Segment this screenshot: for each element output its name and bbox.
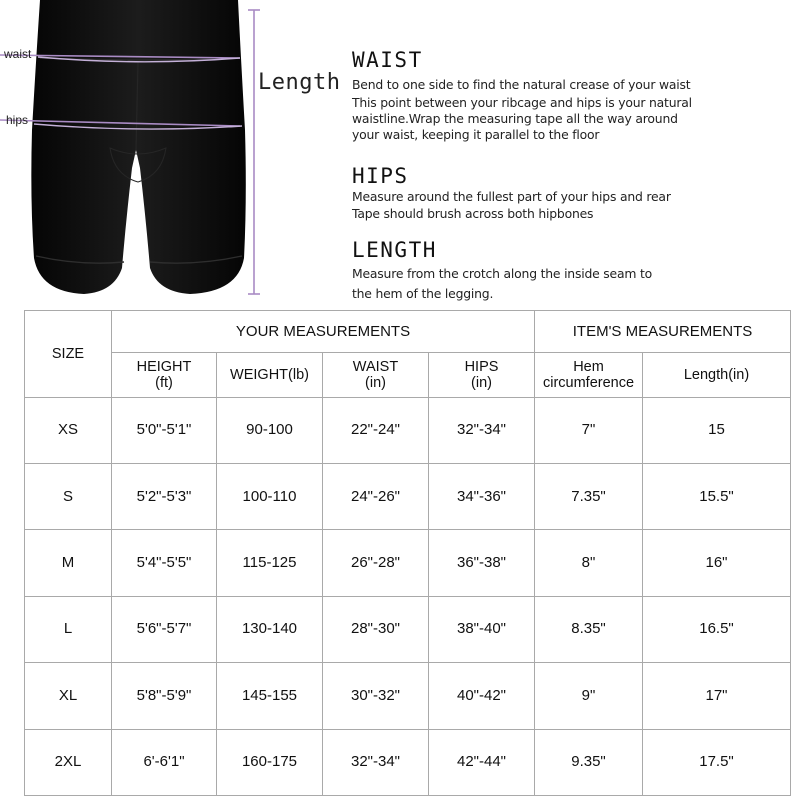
hem-cell: 7.35" [535,463,643,529]
length-cell: 16.5" [643,596,791,662]
hips-cell: 40"-42" [429,663,535,729]
shorts-drawing [0,0,350,300]
hips-text-line: Measure around the fullest part of your hips and rear [352,189,671,204]
length-cell: 15.5" [643,463,791,529]
table-subheader-row [25,353,791,397]
table-row [25,463,791,529]
hem-header-line: circumference [542,374,635,391]
hips-section [352,164,671,222]
weight-cell: 130-140 [217,596,323,662]
hips-cell: 32"-34" [429,397,535,463]
length-heading: LENGTH [352,238,437,262]
hips-header-line: HIPS [464,358,499,375]
waist-cell: 32"-34" [323,729,429,795]
length-text-line: Measure from the crotch along the inside seam to [352,266,653,281]
shorts-body [31,0,245,294]
waist-header-line: WAIST [352,358,399,375]
height-cell: 6'-6'1" [112,729,217,795]
waist-cell: 22"-24" [323,397,429,463]
hips-column-header [429,353,535,397]
length-cell: 15 [643,397,791,463]
waist-heading: WAIST [352,48,423,72]
waist-unit: (in) [365,374,386,391]
weight-cell: 145-155 [217,663,323,729]
hips-unit: (in) [471,374,492,391]
hips-cell: 42"-44" [429,729,535,795]
length-section [352,238,652,302]
waist-text-line: waistline.Wrap the measuring tape all the way around [352,111,678,126]
waist-text-line: Bend to one side to find the natural crease of your waist [352,77,691,92]
hem-cell: 9.35" [535,729,643,795]
hips-cell: 36"-38" [429,530,535,596]
length-column-header: Length(in) [643,353,791,397]
hem-cell: 9" [535,663,643,729]
height-cell: 5'6"-5'7" [112,596,217,662]
your-measurements-header: YOUR MEASUREMENTS [112,311,535,353]
hem-cell: 7" [535,397,643,463]
length-text-line: the hem of the legging. [352,286,494,301]
table-row [25,663,791,729]
waist-cell: 30"-32" [323,663,429,729]
hips-cell: 38"-40" [429,596,535,662]
height-cell: 5'4"-5'5" [112,530,217,596]
size-cell: L [25,596,112,662]
table-row [25,397,791,463]
size-cell: M [25,530,112,596]
waist-cell: 26"-28" [323,530,429,596]
height-cell: 5'8"-5'9" [112,663,217,729]
hips-label: hips [6,113,29,127]
size-cell: XS [25,397,112,463]
size-cell: 2XL [25,729,112,795]
size-chart-table [24,310,791,796]
table-row [25,596,791,662]
weight-cell: 115-125 [217,530,323,596]
table-row [25,530,791,596]
hem-column-header [535,353,643,397]
waist-cell: 24"-26" [323,463,429,529]
length-label: Length [258,70,341,95]
length-cell: 17" [643,663,791,729]
hem-header-line: Hem [573,358,604,375]
shorts-illustration [0,0,350,300]
waist-text-line: your waist, keeping it parallel to the floor [352,127,600,142]
weight-cell: 100-110 [217,463,323,529]
height-unit: (ft) [155,374,173,391]
item-measurements-header: ITEM'S MEASUREMENTS [535,311,791,353]
waist-cell: 28"-30" [323,596,429,662]
length-cell: 16" [643,530,791,596]
waist-column-header [323,353,429,397]
weight-cell: 90-100 [217,397,323,463]
hips-heading: HIPS [352,164,409,188]
size-header: SIZE [25,311,112,398]
hips-text-line: Tape should brush across both hipbones [352,206,594,221]
weight-cell: 160-175 [217,729,323,795]
size-cell: S [25,463,112,529]
height-cell: 5'0"-5'1" [112,397,217,463]
table-row [25,729,791,795]
waist-label: waist [4,47,32,61]
length-cell: 17.5" [643,729,791,795]
hips-cell: 34"-36" [429,463,535,529]
weight-column-header: WEIGHT(lb) [217,353,323,397]
size-cell: XL [25,663,112,729]
waist-text-line: This point between your ribcage and hips is your natural [352,95,692,110]
height-column-header [112,353,217,397]
waist-section [352,48,692,143]
table-header-row [25,311,791,353]
height-cell: 5'2"-5'3" [112,463,217,529]
hem-cell: 8.35" [535,596,643,662]
height-header-line: HEIGHT [136,358,192,375]
hem-cell: 8" [535,530,643,596]
